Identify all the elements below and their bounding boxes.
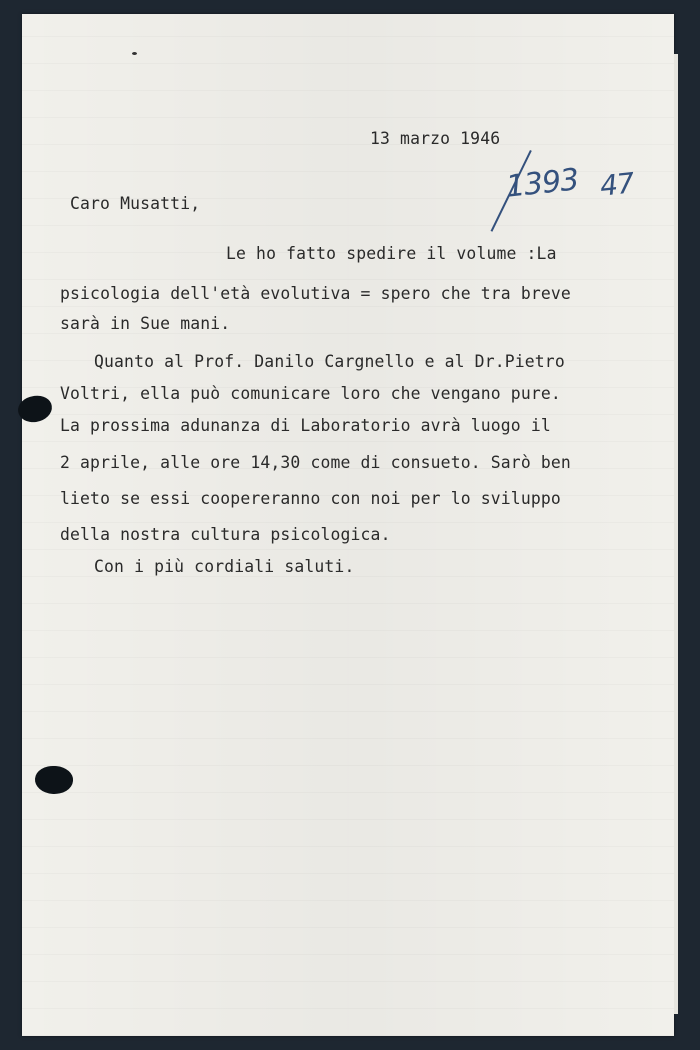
body-line-4: Quanto al Prof. Danilo Cargnello e al Dr.Pietro [94, 352, 565, 371]
body-line-1: Le ho fatto spedire il volume :La [226, 244, 557, 263]
ink-speck [132, 52, 137, 55]
handwritten-number: 1393 [504, 162, 580, 205]
body-line-3: sarà in Sue mani. [60, 314, 231, 333]
handwritten-year: 47 [598, 166, 636, 203]
body-line-6: La prossima adunanza di Laboratorio avrà luogo il [60, 416, 551, 435]
salutation: Caro Musatti, [70, 194, 201, 213]
paper-edge [674, 54, 678, 1014]
body-line-9: della nostra cultura psicologica. [60, 525, 391, 544]
letter-date: 13 marzo 1946 [370, 129, 501, 148]
body-line-7: 2 aprile, alle ore 14,30 come di consueto. Sarò ben [60, 453, 571, 472]
body-line-5: Voltri, ella può comunicare loro che vengano pure. [60, 384, 561, 403]
body-line-8: lieto se essi coopereranno con noi per lo sviluppo [60, 489, 561, 508]
body-line-2: psicologia dell'età evolutiva = spero che tra breve [60, 284, 571, 303]
closing-line: Con i più cordiali saluti. [94, 557, 355, 576]
